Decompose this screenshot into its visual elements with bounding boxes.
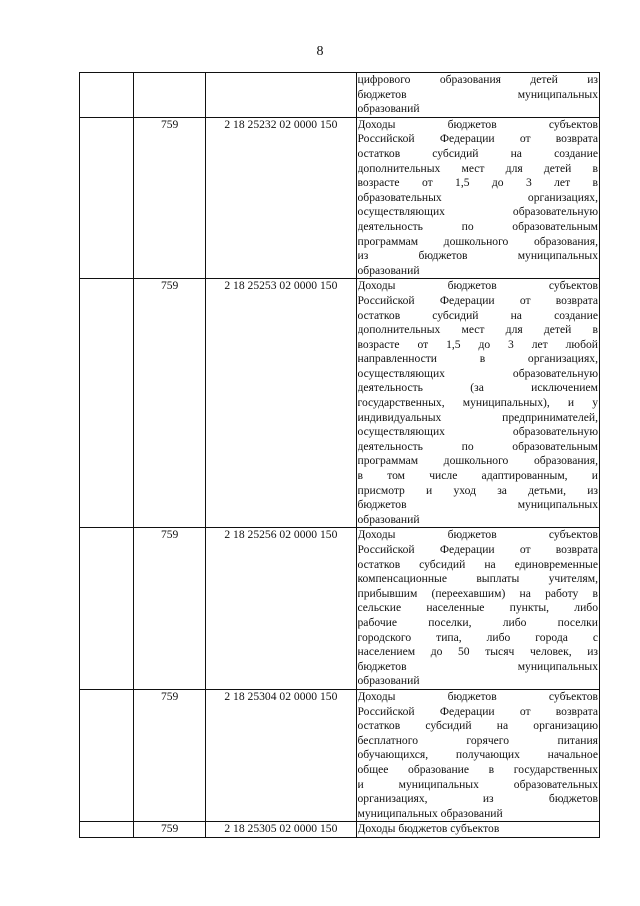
description-line: общее образование в государственных [357,762,598,776]
row-number-cell [80,822,134,838]
description-line: городского типа, либо города с [357,630,598,644]
description-line: остатков субсидий на организацию [357,719,598,733]
description-line: программам дошкольного образования, [357,454,598,468]
description-line: бюджетов муниципальных [357,498,598,512]
description-line: населением до 50 тысяч человек, из [357,645,598,659]
description-line: обучающихся, получающих начальное [357,748,598,762]
description-line: Российской Федерации от возврата [357,543,598,556]
description-line: осуществляющих образовательную [357,425,598,439]
description-line: образований [357,512,420,526]
admin-code-cell: 759 [134,528,206,690]
row-number-cell [80,689,134,821]
description-line: Доходы бюджетов субъектов [357,689,598,703]
table-row [80,689,600,821]
table-row [80,279,600,528]
description-line: присмотр и уход за детьми, из [357,483,598,497]
table-row [80,528,600,690]
page-number: 8 [316,44,324,59]
description-line: рабочие поселки, либо поселки [357,615,598,629]
description-line: организациях, из бюджетов [357,792,598,806]
admin-code-cell [134,73,206,118]
description-line: образований [357,263,420,277]
budget-codes-table [79,72,600,838]
description-line: дополнительных мест для детей в [357,161,598,175]
description-cell [356,689,600,821]
description-line: Российской Федерации от возврата [357,704,598,718]
table-row [80,117,600,279]
budget-code-cell: 2 18 25253 02 0000 150 [206,279,356,528]
description-line: образований [357,102,420,116]
row-number-cell [80,279,134,528]
description-line: образований [357,674,420,688]
description-line: остатков субсидий на создание [357,308,598,322]
description-line: деятельность по образовательным [357,219,598,233]
description-line: дополнительных мест для детей в [357,323,598,337]
description-line: бюджетов муниципальных [357,87,598,101]
admin-code-cell: 759 [134,279,206,528]
row-number-cell [80,73,134,118]
admin-code-cell: 759 [134,822,206,838]
description-line: осуществляющих образовательную [357,205,598,219]
description-line: деятельность (за исключением [357,381,598,395]
description-line: остатков субсидий на единовременные [357,557,598,571]
budget-code-cell: 2 18 25304 02 0000 150 [206,689,356,821]
description-cell [356,73,600,118]
description-line: образовательных организациях, [357,190,598,204]
description-line: бесплатного горячего питания [357,733,598,747]
row-number-cell [80,528,134,690]
admin-code-cell: 759 [134,689,206,821]
description-line: сельские населенные пункты, либо [357,601,598,615]
description-line: остатков субсидий на создание [357,146,598,160]
description-line: Российской Федерации от возврата [357,132,598,146]
row-number-cell [80,117,134,279]
budget-code-cell: 2 18 25232 02 0000 150 [206,117,356,279]
table-row [80,73,600,118]
budget-code-cell [206,73,356,118]
description-line: направленности в организациях, [357,352,598,366]
description-line: Доходы бюджетов субъектов [357,279,598,293]
description-line: возрасте от 1,5 до 3 лет в [357,176,598,190]
admin-code-cell: 759 [134,117,206,279]
description-line: в том числе адаптированным, и [357,469,598,483]
description-line: цифрового образования детей из [357,73,598,86]
description-line: и муниципальных образовательных [357,777,598,791]
description-cell [356,822,600,838]
description-line: деятельность по образовательным [357,439,598,453]
description-line: возрасте от 1,5 до 3 лет любой [357,337,598,351]
description-line: государственных, муниципальных), и у [357,396,598,410]
description-line: программам дошкольного образования, [357,234,598,248]
description-line: Доходы бюджетов субъектов [357,117,598,131]
table-row [80,822,600,838]
description-cell [356,279,600,528]
budget-code-cell: 2 18 25305 02 0000 150 [206,822,356,838]
description-cell [356,117,600,279]
description-line: индивидуальных предпринимателей, [357,410,598,424]
description-line: Доходы бюджетов субъектов [357,822,500,836]
table-body [80,73,600,838]
description-line: бюджетов муниципальных [357,659,598,673]
description-line: компенсационные выплаты учителям, [357,572,598,586]
description-line: осуществляющих образовательную [357,366,598,380]
description-line: Российской Федерации от возврата [357,293,598,307]
description-line: из бюджетов муниципальных [357,249,598,263]
description-line: муниципальных образований [357,806,503,820]
description-line: прибывшим (переехавшим) на работу в [357,586,598,600]
description-cell [356,528,600,690]
description-line: Доходы бюджетов субъектов [357,528,598,542]
budget-code-cell: 2 18 25256 02 0000 150 [206,528,356,690]
